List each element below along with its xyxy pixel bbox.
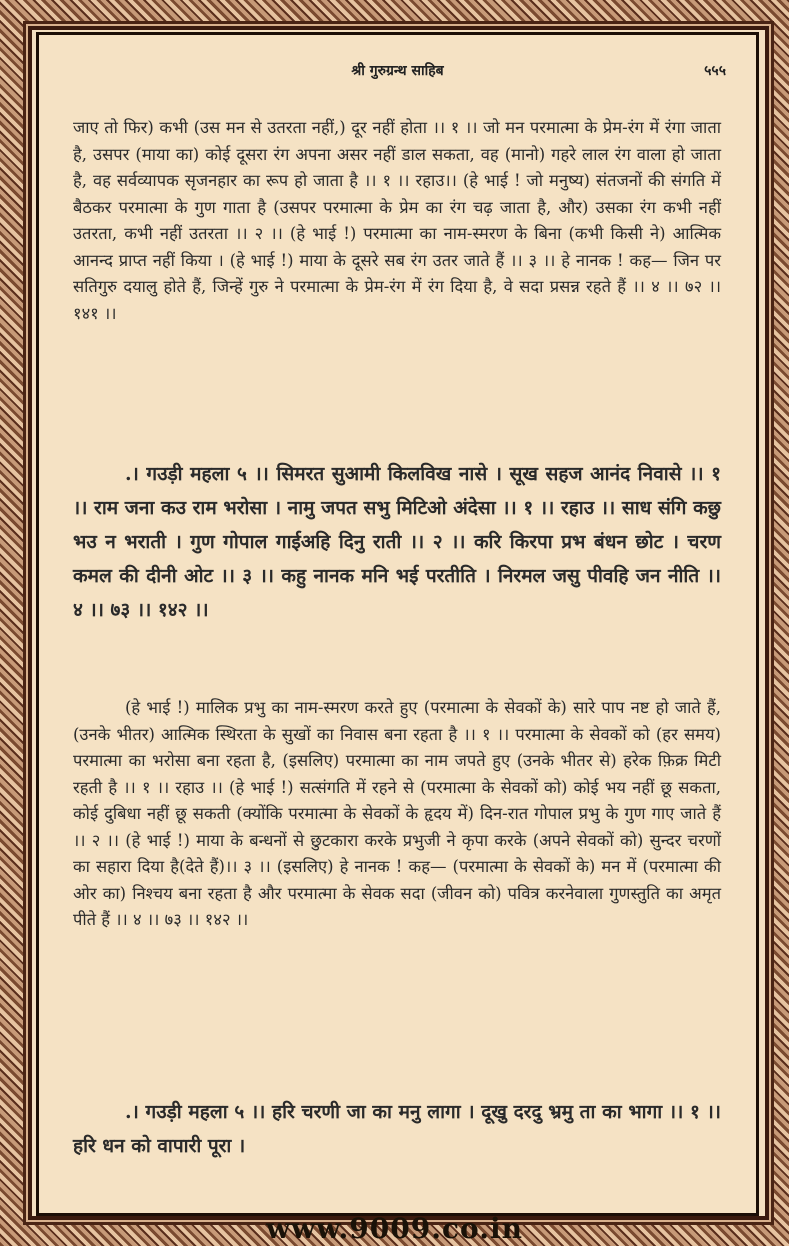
meaning-paragraph-2: (हे भाई !) मालिक प्रभु का नाम-स्मरण करते हुए (परमात्मा के सेवकों के) सारे पाप नष्ट हो जाते हैं, (उनके भीतर) आत्मिक स्थिरता के सुखों का निवास बना रहता है ।। १ ।। परमात्मा के सेवकों को (हर समय) परमात्मा का भरोसा बना रहता है, (इसलिए) परमात्मा का नाम जपते हुए (उनके भीतर से) हरेक फ़िक्र मिटी रहती है ।। १ ।। रहाउ ।। (हे भाई !) सत्संगति में रहने से (परमात्मा के सेवकों को) कोई भय नहीं छू सकता, कोई दुबिधा नहीं छू सकती (क्योंकि परमात्मा के सेवकों के हृदय में) दिन-रात गोपाल प्रभु के गुण गाए जाते हैं ।। २ ।। (हे भाई !) माया के बन्धनों से छुटकारा करके प्रभुजी ने कृपा करके (अपने सेवकों को) सुन्दर चरणों का सहारा दिया है(देते हैं)।। ३ ।। (इसलिए) हे नानक ! कह— (परमात्मा के सेवकों के) मन में (परमात्मा की ओर का) निश्चय बना रहता है और परमात्मा के सेवक सदा (जीवन को) पवित्र करनेवाला गुणस्तुति का अमृत पीते हैं ।। ४ ।। ७३ ।। १४२ ।। xyxy=(73,698,721,929)
meaning-paragraph-1: जाए तो फिर) कभी (उस मन से उतरता नहीं,) दूर नहीं होता ।। १ ।। जो मन परमात्मा के प्रेम-रंग में रंगा जाता है, उसपर (माया का) कोई दूसरा रंग अपना असर नहीं डाल सकता, वह (मानो) गहरे लाल रंग वाला हो जाता है, वह सर्वव्यापक सृजनहार का रूप हो जाता है ।। १ ।। रहाउ।। (हे भाई ! जो मनुष्य) संतजनों की संगति में बैठकर परमात्मा के गुण गाता है (उसपर परमात्मा के प्रेम का रंग चढ़ जाता है, और) उसका रंग कभी नहीं उतरता, कभी नहीं उतरता ।। २ ।। (हे भाई !) परमात्मा का नाम-स्मरण के बिना (कभी किसी ने) आत्मिक आनन्द प्राप्त नहीं किया । (हे भाई !) माया के दूसरे सब रंग उतर जाते हैं ।। ३ ।। हे नानक ! कह— जिन पर सतिगुरु दयालु होते हैं, जिन्हें गुरु ने परमात्मा के प्रेम-रंग में रंग दिया है, वे सदा प्रसन्न रहते हैं ।। ४ ।। ७२ ।। १४१ ।। xyxy=(73,118,721,323)
page-title: श्री गुरुग्रन्थ साहिब xyxy=(351,63,444,79)
shabad-verse-1: .। गउड़ी महला ५ ।। सिमरत सुआमी किलविख नासे । सूख सहज आनंद निवासे ।। १ ।। राम जना कउ राम भरोसा । नामु जपत सभु मिटिओ अंदेसा ।। १ ।। रहाउ ।। साध संगि कछु भउ न भराती । गुण गोपाल गाईअहि दिनु राती ।। २ ।। करि किरपा प्रभ बंधन छोट । चरण कमल की दीनी ओट ।। ३ ।। कहु नानक मनि भई परतीति । निरमल जसु पीवहि जन नीति ।। ४ ।। ७३ ।। १४२ ।। xyxy=(73,463,721,621)
shabad-verse-2: .। गउड़ी महला ५ ।। हरि चरणी जा का मनु लागा । दूखु दरदु भ्रमु ता का भागा ।। १ ।। हरि धन को वापारी पूरा । xyxy=(73,1101,721,1157)
page-number: ५५५ xyxy=(704,63,726,79)
page-header xyxy=(39,61,756,83)
scripture-page xyxy=(36,32,759,1216)
website-url: www.9009.co.in xyxy=(266,1212,523,1245)
